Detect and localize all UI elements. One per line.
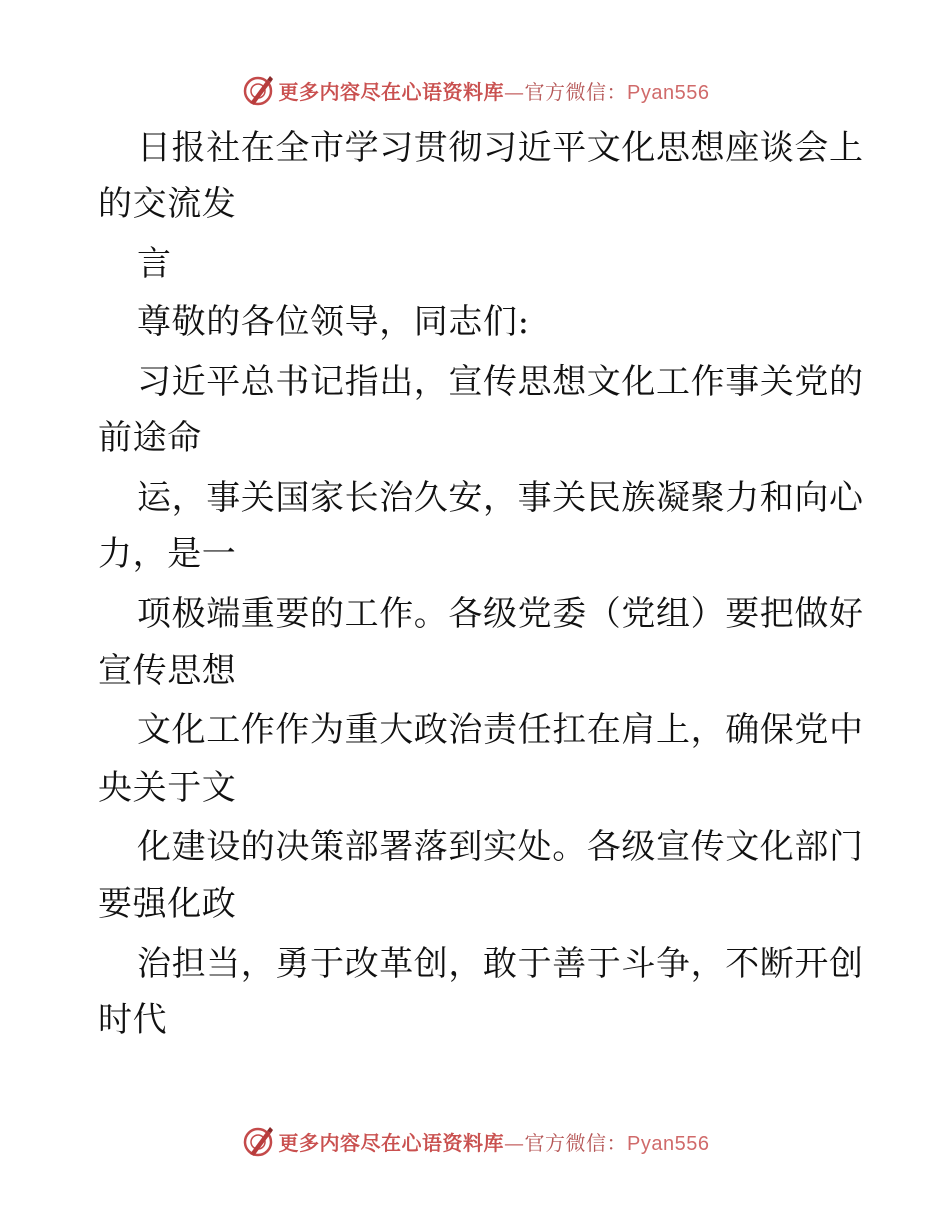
document-title-line-2: 的交流发	[98, 184, 237, 224]
paragraph-line: 力，是一	[98, 534, 237, 574]
paragraph-line: 要强化政	[98, 884, 237, 924]
footer-banner	[0, 1121, 950, 1161]
paragraph-line: 治担当，勇于改革创，敢于善于斗争，不断开创	[137, 944, 864, 984]
banner-wechat-id: Pyan556	[627, 81, 710, 104]
banner-dash: —	[504, 79, 525, 104]
document-title-line-1: 日报社在全市学习贯彻习近平文化思想座谈会上	[137, 128, 864, 168]
paragraph-line: 习近平总书记指出，宣传思想文化工作事关党的	[137, 362, 864, 402]
banner-wechat-id: Pyan556	[627, 1132, 710, 1155]
banner-text	[279, 1127, 710, 1156]
banner-brand: 更多内容尽在心语资料库	[278, 1130, 505, 1155]
paragraph-line: 央关于文	[98, 768, 237, 808]
pen-logo-icon	[241, 1124, 275, 1158]
paragraph-line: 文化工作作为重大政治责任扛在肩上，确保党中	[137, 710, 864, 750]
paragraph-line: 项极端重要的工作。各级党委（党组）要把做好	[137, 594, 864, 634]
paragraph-line: 前途命	[98, 418, 202, 458]
paragraph-line: 时代	[98, 1000, 168, 1040]
paragraph-line: 宣传思想	[98, 651, 237, 691]
paragraph-line: 运，事关国家长治久安，事关民族凝聚力和向心	[137, 478, 864, 518]
paragraph-line: 化建设的决策部署落到实处。各级宣传文化部门	[137, 827, 864, 867]
banner-text	[279, 76, 710, 105]
banner-dash: —	[504, 1130, 525, 1155]
pen-logo-icon	[241, 73, 275, 107]
banner-wechat-label: 官方微信：	[524, 79, 628, 104]
document-title-line-3: 言	[137, 244, 172, 284]
banner-brand: 更多内容尽在心语资料库	[278, 79, 505, 104]
banner-wechat-label: 官方微信：	[524, 1130, 628, 1155]
salutation: 尊敬的各位领导，同志们:	[137, 302, 530, 342]
header-banner	[0, 70, 950, 110]
